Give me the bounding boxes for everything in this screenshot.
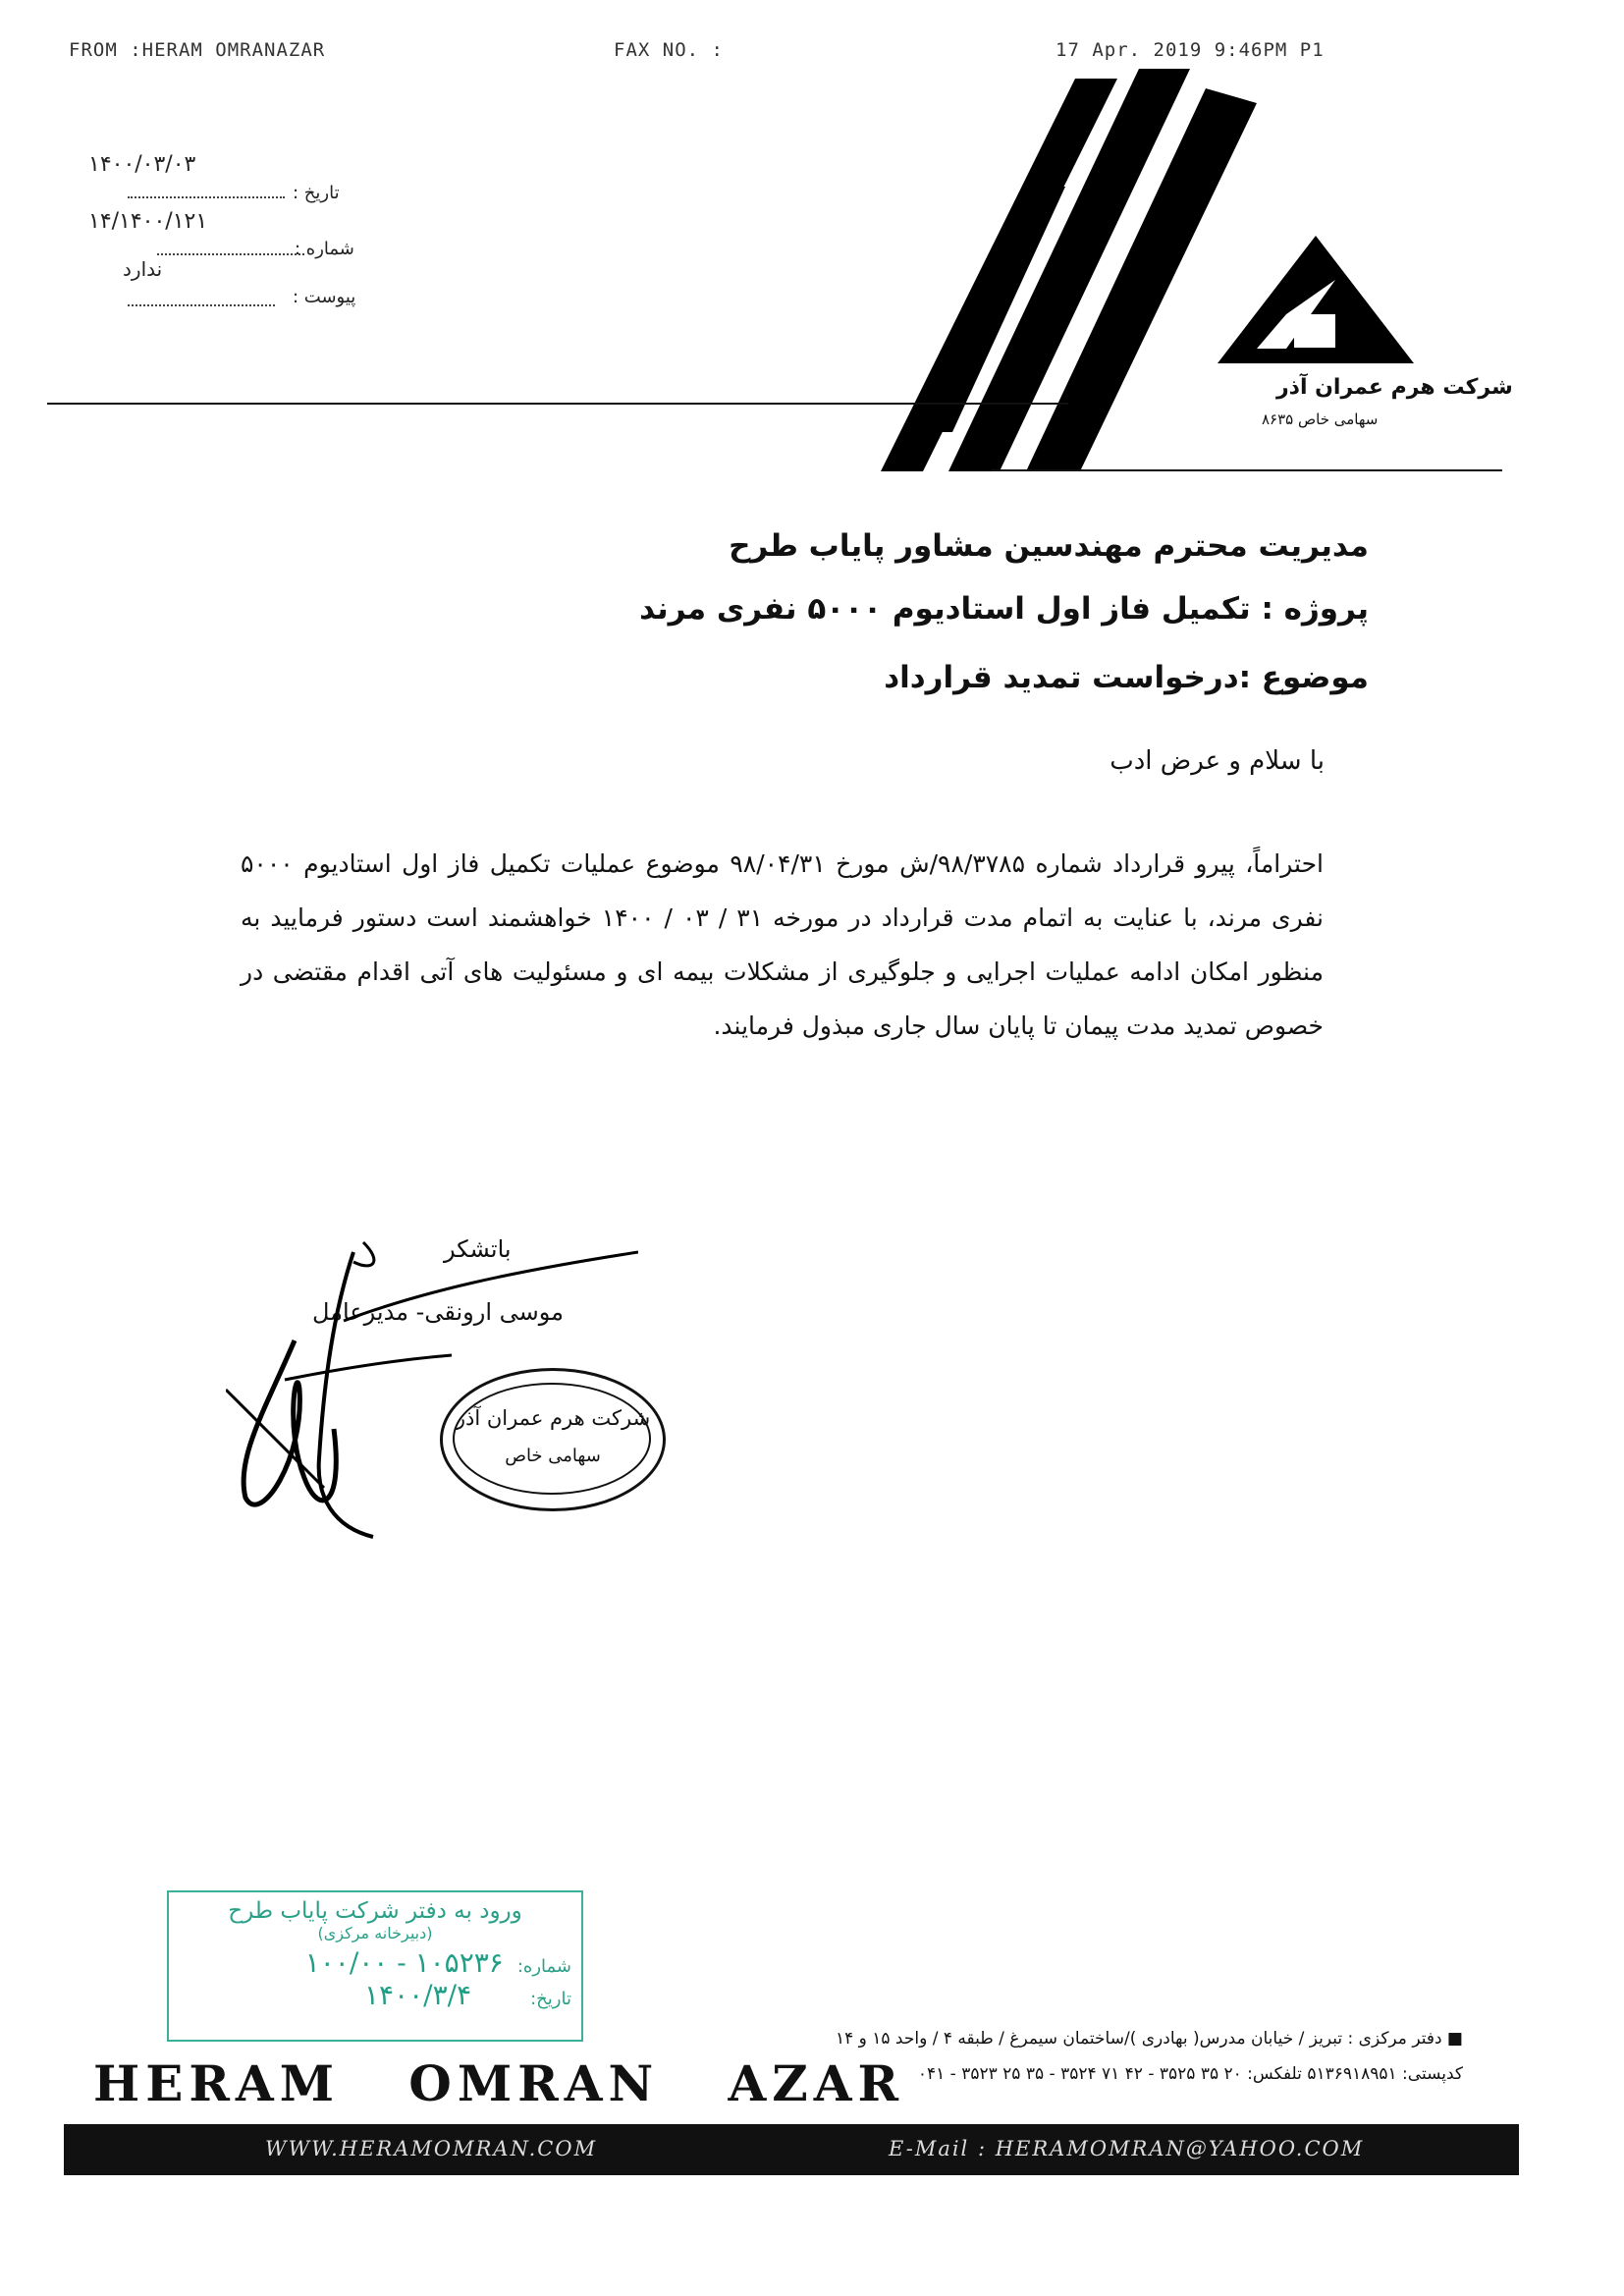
brand-name-en: HERAM OMRAN AZAR [93, 2054, 905, 2112]
company-name: شرکت هرم عمران آذر [1276, 375, 1513, 400]
stamp-date-row [169, 1979, 581, 2011]
company-seal [440, 1368, 666, 1511]
number-dots [157, 253, 304, 255]
header-rule-left [47, 403, 1068, 405]
number-value: ۱۴/۱۴۰۰/۱۲۱ [88, 209, 208, 234]
letter-body-text: احتراماً، پیرو قرارداد شماره ۹۸/۳۷۸۵/ش مورخ ۹۸/۰۴/۳۱ موضوع عملیات تکمیل فاز اول استادیوم ۵۰۰۰ نفری مرند، با عنایت به اتمام مدت قرارداد در مورخه ۳۱ / ۰۳ / ۱۴۰۰ خواهشمند است دستور فرمایید به منظور امکان ادامه عملیات اجرایی و جلوگیری از مشکلات بیمه ای و مسئولیت های آتی اقدام مقتضی در خصوص تمدید مدت پیمان تا پایان سال جاری مبذول فرمایند. [241, 849, 1324, 1040]
project-heading: پروژه : تکمیل فاز اول استادیوم ۵۰۰۰ نفری مرند [639, 591, 1369, 627]
stamp-subtitle: (دبیرخانه مرکزی) [317, 1924, 433, 1942]
letter-body [241, 837, 1324, 1053]
fax-from: FROM :HERAM OMRANAZAR [69, 39, 326, 61]
header-rule-right [992, 469, 1502, 471]
stamp-number-row [169, 1946, 581, 1979]
attachment-label: پیوست : [293, 287, 356, 307]
footer-email: E-Mail : HERAMOMRAN@YAHOO.COM [889, 2137, 1365, 2160]
stamp-number-value: ۱۰۰/۰۰ - ۱۰۵۲۳۶ [304, 1946, 504, 1979]
greeting: با سلام و عرض ادب [1110, 746, 1325, 776]
date-dots [128, 196, 285, 198]
company-registration: سهامی خاص ۸۶۳۵ [1262, 410, 1379, 428]
receipt-stamp [167, 1890, 583, 2042]
attachment-value: ندارد [123, 257, 163, 281]
footer-bar [64, 2124, 1519, 2175]
stamp-number-label: شماره: [516, 1956, 571, 1977]
subject-heading: موضوع :درخواست تمدید قرارداد [884, 660, 1369, 695]
footer-website: WWW.HERAMOMRAN.COM [265, 2137, 598, 2160]
address-line-2: کدپستی: ۵۱۳۶۹۱۸۹۵۱ تلفکس: ۲۰ ۳۵ ۳۵۲۵ - ۴۲ ۷۱ ۳۵۲۴ - ۳۵ ۲۵ ۳۵۲۳ - ۰۴۱ [917, 2064, 1463, 2084]
fax-datetime: 17 Apr. 2019 9:46PM P1 [1056, 39, 1325, 61]
closing-thanks: باتشکر [444, 1235, 512, 1263]
seal-line-2: سهامی خاص [505, 1446, 601, 1466]
fax-number: FAX NO. : [614, 39, 724, 61]
signatory-name: موسی ارونقی- مدیرعامل [312, 1298, 564, 1326]
attachment-dots [128, 304, 275, 306]
stamp-date-label: تاریخ: [530, 1989, 571, 2009]
date-label: تاریخ : [293, 183, 340, 203]
seal-line-1: شرکت هرم عمران آذر [455, 1406, 651, 1430]
addressee-heading: مدیریت محترم مهندسین مشاور پایاب طرح [729, 528, 1369, 564]
stamp-title: ورود به دفتر شرکت پایاب طرح [228, 1898, 522, 1924]
address-line-1: ■ دفتر مرکزی : تبریز / خیابان مدرس( بهادری )/ساختمان سیمرغ / طبقه ۴ / واحد ۱۵ و ۱۴ [835, 2029, 1463, 2049]
number-label: شماره : [295, 239, 354, 259]
date-value: ۱۴۰۰/۰۳/۰۳ [88, 152, 196, 177]
stamp-date-value: ۱۴۰۰/۳/۴ [364, 1979, 472, 2011]
